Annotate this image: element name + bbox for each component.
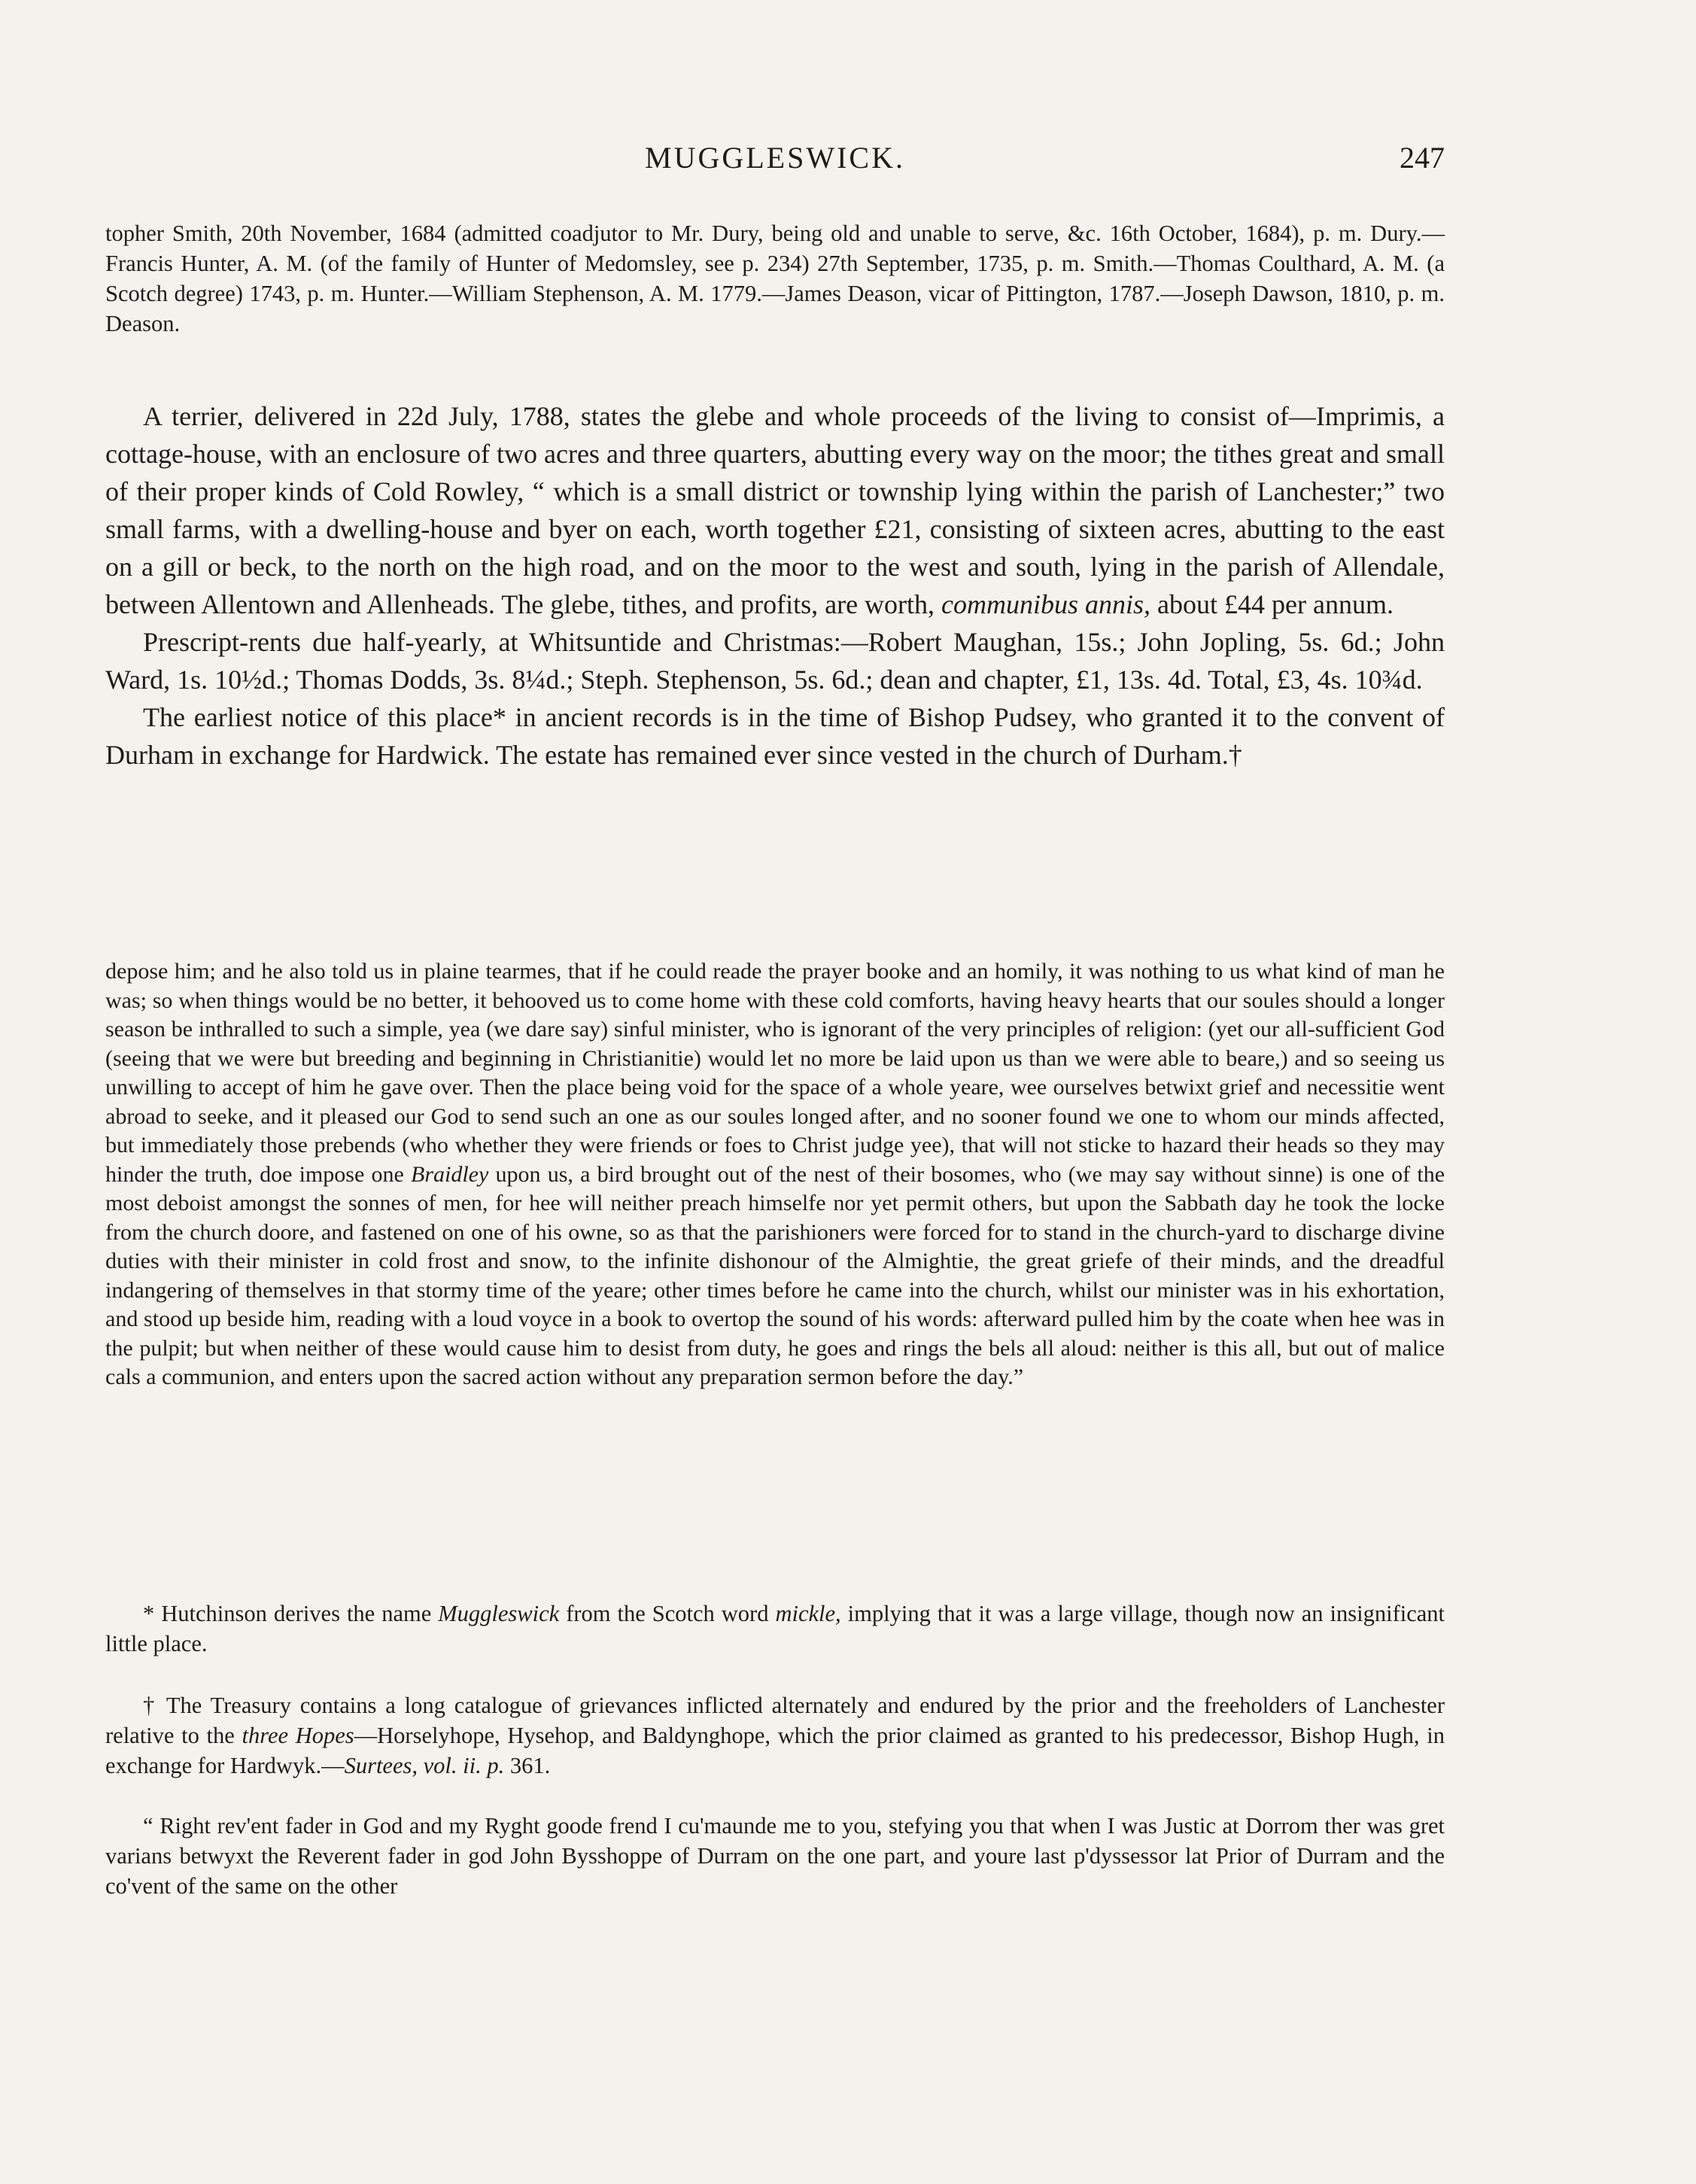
petition-continuation — [105, 957, 1445, 1392]
footnote2-text-end: 361. — [509, 1753, 551, 1778]
page-header — [105, 140, 1445, 185]
footnote1-italic-word: mickle, — [775, 1601, 841, 1626]
letter-quotation: “ Right rev'ent fader in God and my Ryght goode frend I cu'maunde me to you, stefying you that when I was Justic at Dorrom ther was gret varians betwyxt the Reverent fader in god John Bysshoppe of Durram on the one part, and youre last p'dyssessor lat Prior of Durram and the co'vent of the same on the other — [105, 1813, 1445, 1899]
running-title: MUGGLESWICK. — [645, 141, 905, 175]
footnote-asterisk — [105, 1598, 1445, 1659]
incumbents-paragraph: topher Smith, 20th November, 1684 (admitted coadjutor to Mr. Dury, being old and unable to serve, &c. 16th October, 1684), p. m. Dury.—Francis Hunter, A. M. (of the family of Hunter of Medomsley, see p. 234) 27th September, 1735, p. m. Smith.—Thomas Coulthard, A. M. (a Scotch degree) 1743, p. m. Hunter.—William Stephenson, A. M. 1779.—James Deason, vicar of Pittington, 1787.—Joseph Dawson, 1810, p. m. Deason. — [105, 221, 1445, 336]
footnote1-text-end: implying that it was a large village, though now an insignificant little place. — [105, 1601, 1445, 1656]
earliest-notice-paragraph: The earliest notice of this place* in ancient records is in the time of Bishop Pudsey, who granted it to the convent of Durham in exchange for Hardwick. The estate has remained ever since vested in the church of Durham.† — [105, 702, 1445, 770]
footnote1-text: * Hutchinson derives the name — [143, 1601, 432, 1626]
footnote2-italic-hopes: three Hopes — [242, 1723, 354, 1748]
terrier-text-end: about £44 per annum. — [1157, 589, 1394, 619]
footnote-dagger — [105, 1690, 1445, 1781]
main-text — [105, 397, 1445, 774]
footnote1-text-mid: from the Scotch word — [566, 1601, 769, 1626]
terrier-paragraph — [105, 397, 1445, 623]
footnote1-italic-name: Muggleswick — [438, 1601, 560, 1626]
footnote2-italic-citation: Surtees, vol. ii. p. — [344, 1753, 505, 1778]
page-number: 247 — [1400, 141, 1445, 175]
petition-text-end: upon us, a bird brought out of the nest of their bosomes, who (we may say without sinne) is one of the most deboist amongst the sonnes of men, for hee will neither preach himselfe nor yet permit others, but upon the Sabbath day he took the locke from the church doore, and fastened on one of his owne, so as that the parishioners were forced for to stand in the church-yard to discharge divine duties with their minister in cold frost and snow, to the infinite dishonour of the Almightie, the great griefe of their minds, and the dreadful indangering of themselves in that stormy time of the yeare; other times before he came into the church, whilst our minister was in his exhortation, and stood up beside him, reading with a loud voyce in a book to overtop the sound of his words: afterward pulled him by the coate when hee was in the pulpit; but when neither of these would cause him to desist from duty, he goes and rings the bels all aloud: neither is this all, but out of malice cals a communion, and enters upon the sacred action without any preparation sermon before the day.” — [105, 1161, 1445, 1389]
footnote2-text-mid: —Horselyhope, Hysehop, and Baldynghope, which the prior claimed as granted to his predecessor, Bishop Hugh, in exchange for Hardwyk.— — [105, 1723, 1445, 1778]
footnote2-text: † The Treasury contains a long catalogue of grievances inflicted alternately and endured by the prior and the freeholders of Lanchester relative to the — [105, 1693, 1445, 1748]
petition-italic-name: Braidley — [411, 1161, 489, 1187]
terrier-italic: communibus annis, — [941, 589, 1151, 619]
terrier-text: A terrier, delivered in 22d July, 1788, states the glebe and whole proceeds of the living to consist of—Imprimis, a cottage-house, with an enclosure of two acres and three quarters, abutting every way on the moor; the tithes great and small of their proper kinds of Cold Rowley, “ which is a small district or township lying within the parish of Lanchester;” two small farms, with a dwelling-house and byer on each, worth together £21, consisting of sixteen acres, abutting to the east on a gill or beck, to the north on the high road, and on the moor to the west and south, lying in the parish of Allendale, between Allentown and Allenheads. The glebe, tithes, and profits, are worth, — [105, 401, 1445, 619]
petition-text: depose him; and he also told us in plaine tearmes, that if he could reade the prayer booke and an homily, it was nothing to us what kind of man he was; so when things would be no better, it behooved us to come home with these cold comforts, having heavy hearts that our soules should a longer season be inthralled to such a simple, yea (we dare say) sinful minister, who is ignorant of the very principles of religion: (yet our all-sufficient God (seeing that we were but breeding and beginning in Christianitie) would let no more be laid upon us than we were able to beare,) and so seeing us unwilling to accept of him he gave over. Then the place being void for the space of a whole yeare, wee ourselves betwixt grief and necessitie went abroad to seeke, and it pleased our God to send such an one as our soules longed after, and no sooner found we one to whom our minds affected, but immediately those prebends (who whether they were friends or foes to Christ judge yee), that will not sticke to hazard their heads so they may hinder the truth, doe impose one — [105, 959, 1445, 1187]
prescript-paragraph: Prescript-rents due half-yearly, at Whitsuntide and Christmas:—Robert Maughan, 15s.; John Jopling, 5s. 6d.; John Ward, 1s. 10½d.; Thomas Dodds, 3s. 8¼d.; Steph. Stephenson, 5s. 6d.; dean and chapter, £1, 13s. 4d. Total, £3, 4s. 10¾d. — [105, 627, 1445, 695]
